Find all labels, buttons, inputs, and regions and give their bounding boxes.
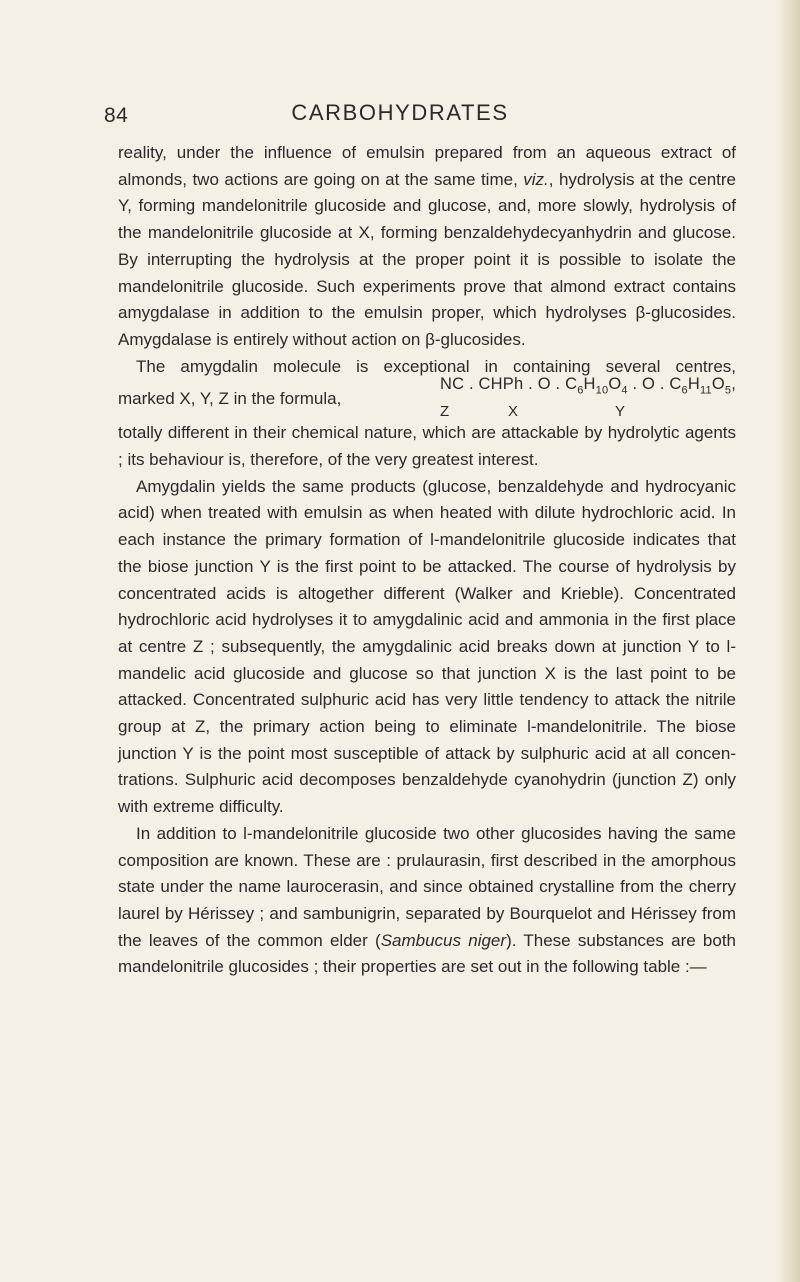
text-run: reality, under the influence of emulsin prepared from an aqueous extract of almonds, two actions are going on at the same time, [118, 143, 736, 189]
page-number: 84 [104, 104, 129, 127]
italic-run: Sambucus niger [380, 930, 507, 950]
formula-label-y: Y [614, 403, 626, 421]
italic-run: viz. [523, 169, 549, 189]
formula-label-x: X [507, 403, 519, 421]
formula-label-z: Z [439, 403, 450, 421]
text-run: , hydrolysis at the centre Y, forming mandelonitrile glucoside and glucose, and, more slowly, hydrolysis of the mandelonitrile glucoside at X, forming benzaldehydecyanhydrin and glucose. By interrupting the hydrolysis at the proper point it is possible to isolate the mandelonitrile glucoside. Such experiments prove that almond extract contains amygdalase in addition to the emulsin proper, which hydrolyses β-glucosides. Amygdalase is entirely without action on β-glucosides. [118, 169, 736, 349]
formula-line [118, 375, 736, 421]
running-title: CARBOHYDRATES [291, 100, 509, 125]
formula-lead-text: marked X, Y, Z in the formula, [118, 388, 342, 408]
paragraph-3: Amygdalin yields the same products (glucose, benzaldehyde and hydrocyanic acid) when treated with emulsin as when heated with dilute hydrochloric acid. In each instance the primary formation of l-mandelonitrile glucoside indicates that the biose junction Y is the first point to be attacked. The course of hydrolysis by concentrated acids is altogether different (Walker and Krieble). Concentrated hydrochloric acid hydrolyses it to amygdalinic acid and ammonia in the first place at centre Z ; subsequently, the amygdalinic acid breaks down at junction Y to l-mandelic acid glucoside and glucose so that junction X is the last point to be attacked. Concentrated sulphuric acid has very little tendency to attack the nitrile group at Z, the primary action being to eliminate l-mandelonitrile. The biose junction Y is the point most susceptible of attack by sulphuric acid at all concentrations. Sulphuric acid decomposes benzaldehyde cyanohydrin (junction Z) only with extreme difficulty. [118, 476, 736, 817]
paragraph-2-rest: totally different in their chemical nature, which are attackable by hydrolytic agents ; its behaviour is, therefore, of the very greatest interest. [118, 423, 736, 470]
text-run: In addition to l-mandelonitrile glucoside two other glucosides having the same composition are known. These are : prulaurasin, first described in the amorphous state under the name laurocerasin, and since obtained crystalline from the cherry laurel by Hérissey ; and sambunigrin, separated by Bourquelot and Hérissey from the leaves of the common elder ( [118, 823, 736, 950]
page-edge-shadow [778, 0, 800, 1282]
paragraph-2-line-1: The amygdalin molecule is exceptional in containing several centres, [136, 356, 736, 376]
text-run: ). These substances are both mandelonitrile glucosides ; their properties are set out in the following table :— [118, 930, 737, 977]
amygdalin-formula: NC . CHPh . O . $C_6H_{10}O_4$ . O . $C_6H_{11}O_5$, Z X Y [439, 375, 736, 421]
paragraph-4 [118, 821, 736, 981]
body-text [118, 140, 736, 981]
paragraph-1 [118, 140, 736, 354]
